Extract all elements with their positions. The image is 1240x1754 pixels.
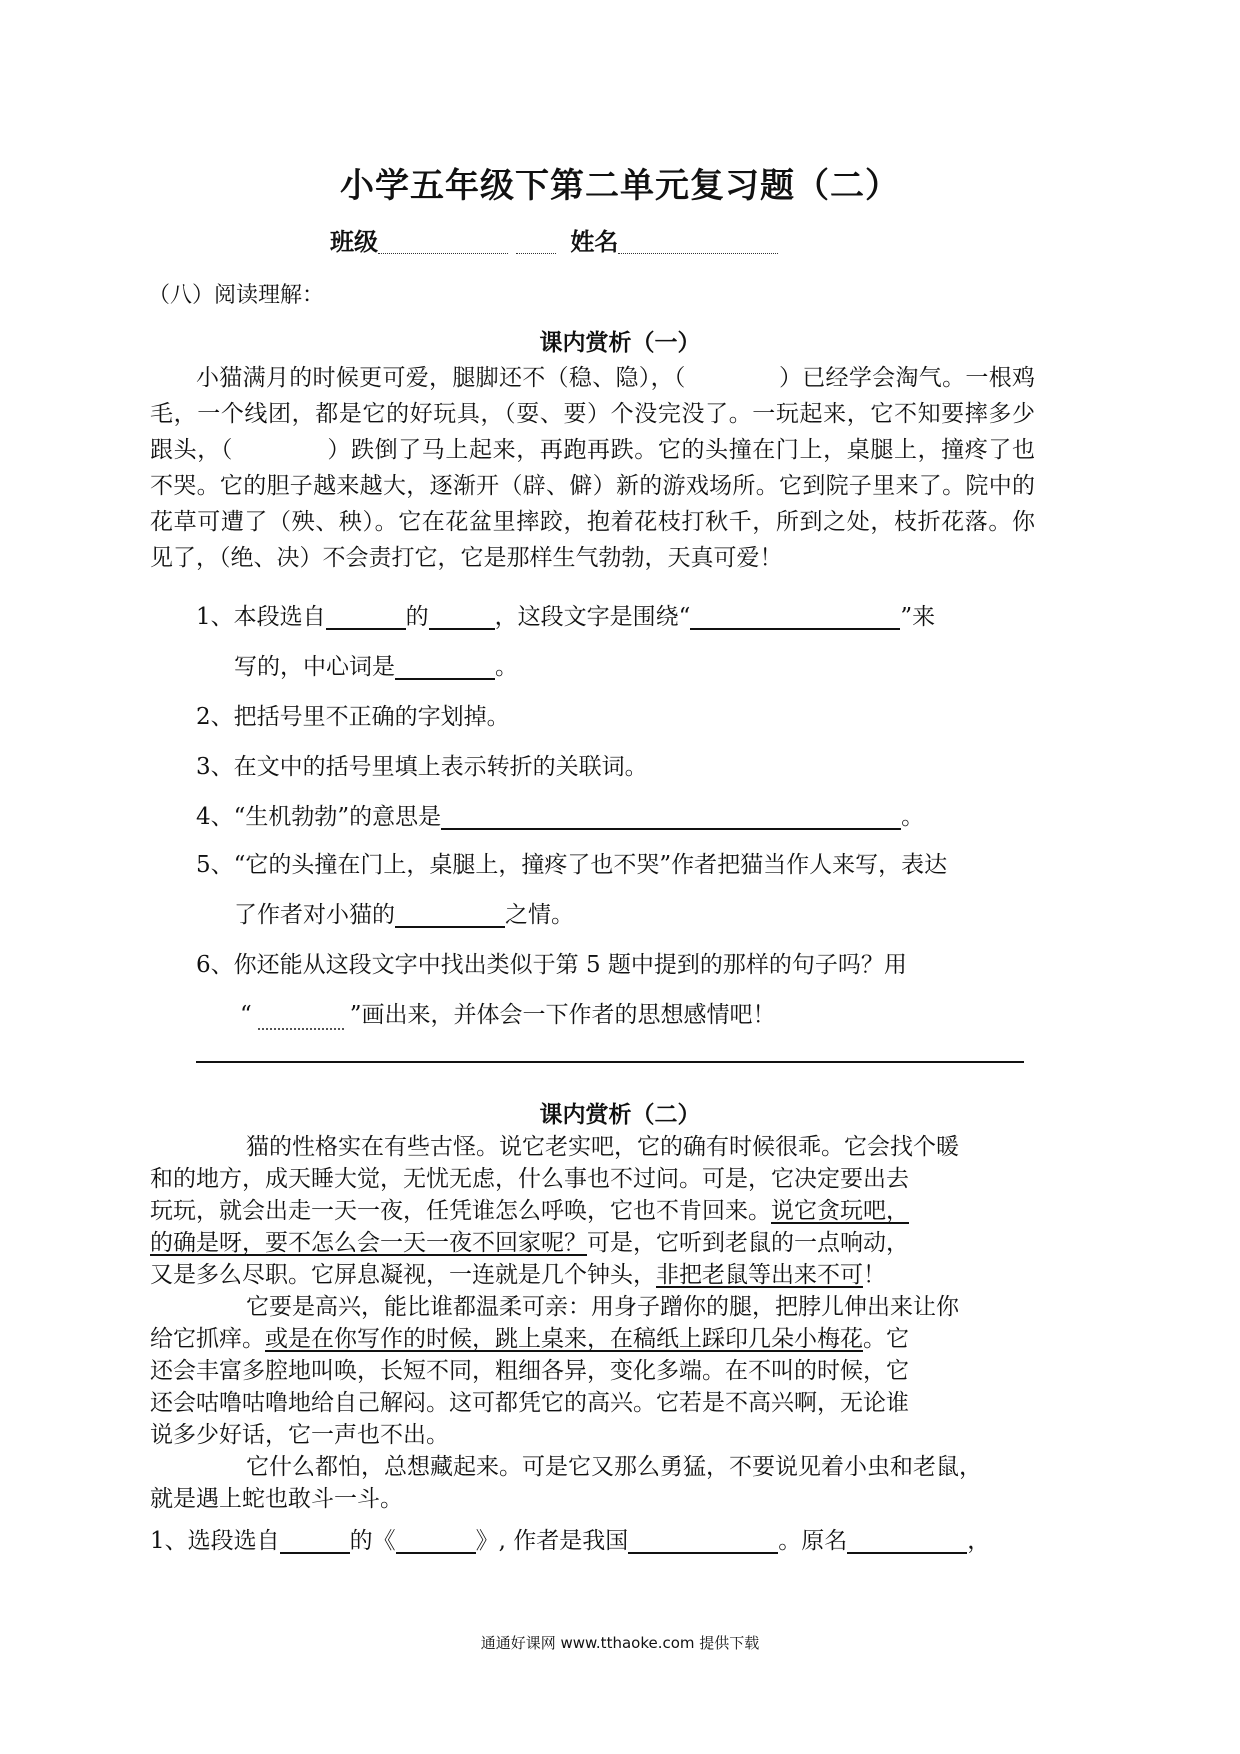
part1-passage: 小猫满月的时候更可爱，腿脚还不（稳、隐），（ ）已经学会淘气。一根鸡毛，一个线团，都是它的好玩具，（耍、要）个没完没了。一玩起来，它不知要摔多少跟头，（ ）跌倒了马上起来，再跑再跌。它的头撞在门上，桌腿上，撞疼了也不哭。它的胆子越来越大，逐渐开（辟、僻）新的游戏场所。它到院子里来了。院中的花草可遭了（殃、秧）。它在花盆里摔跤，抱着花枝打秋千，所到之处，枝折花落。你见了，（绝、决）不会责打它，它是那样生气勃勃，天真可爱！	[150, 365, 1035, 571]
part1-question-1: 1、本段选自 的 ，这段文字是围绕“ ”来	[196, 604, 936, 630]
passage-line: 还会丰富多腔地叫唤，长短不同，粗细各异，变化多端。在不叫的时候，它	[150, 1358, 909, 1384]
passage-line: 它要是高兴，能比谁都温柔可亲：用身子蹭你的腿，把脖儿伸出来让你	[246, 1294, 959, 1320]
page-footer: 通通好课网 www.tthaoke.com 提供下载	[480, 1634, 760, 1652]
part1-question-3: 3、在文中的括号里填上表示转折的关联词。	[196, 754, 648, 780]
passage-line: 它什么都怕，总想藏起来。可是它又那么勇猛，不要说见着小虫和老鼠，	[246, 1454, 982, 1480]
part1-question-1-cont: 写的，中心词是 。	[234, 654, 518, 680]
q1-blank-keyword[interactable]	[395, 654, 495, 680]
part2-question-1: 1、选段选自 的《 》, 作者是我国 。原名 ，	[150, 1528, 991, 1554]
passage-line: 的确是呀，要不怎么会一天一夜不回家呢？可是，它听到老鼠的一点响动，	[150, 1230, 909, 1256]
p2q1-blank-author[interactable]	[628, 1528, 778, 1554]
part1-question-2: 2、把括号里不正确的字划掉。	[196, 704, 510, 730]
class-label: 班级	[330, 228, 378, 256]
underlined-sentence: 非把老鼠等出来不可	[656, 1262, 863, 1288]
part1-question-5: 5、“它的头撞在门上，桌腿上，撞疼了也不哭”作者把猫当作人来写，表达	[196, 852, 948, 878]
passage-line: 就是遇上蛇也敢斗一斗。	[150, 1486, 403, 1512]
q1-blank-title[interactable]	[429, 604, 495, 630]
passage-line: 给它抓痒。或是在你写作的时候，跳上桌来，在稿纸上踩印几朵小梅花。它	[150, 1326, 909, 1352]
underlined-sentence: 或是在你写作的时候，跳上桌来，在稿纸上踩印几朵小梅花	[265, 1326, 863, 1352]
q1-blank-source[interactable]	[326, 604, 406, 630]
q1-blank-topic[interactable]	[690, 604, 900, 630]
underlined-sentence: 的确是呀，要不怎么会一天一夜不回家呢？	[150, 1230, 587, 1256]
section-divider	[196, 1061, 1024, 1063]
passage-line: 还会咕噜咕噜地给自己解闷。这可都凭它的高兴。它若是不高兴啊，无论谁	[150, 1390, 909, 1416]
passage-line: 和的地方，成天睡大觉，无忧无虑，什么事也不过问。可是，它决定要出去	[150, 1166, 909, 1192]
wavy-line-sample	[258, 1004, 344, 1030]
passage-line: 玩玩，就会出走一天一夜，任凭谁怎么呼唤，它也不肯回来。说它贪玩吧，	[150, 1198, 909, 1224]
class-field[interactable]	[378, 231, 508, 254]
name-label: 姓名	[570, 228, 619, 256]
part1-subhead: 课内赏析（一）	[539, 330, 701, 356]
q5-blank-feeling[interactable]	[395, 902, 505, 928]
passage-line: 猫的性格实在有些古怪。说它老实吧，它的确有时候很乖。它会找个暖	[246, 1134, 959, 1160]
section-label: （八）阅读理解：	[148, 283, 325, 308]
part1-question-5-cont: 了作者对小猫的 之情。	[234, 902, 574, 928]
page-title: 小学五年级下第二单元复习题（二）	[340, 166, 900, 206]
p2q1-blank-source[interactable]	[280, 1528, 350, 1554]
name-field[interactable]	[618, 231, 778, 254]
separator-dots	[516, 231, 556, 254]
p2q1-blank-original-name[interactable]	[847, 1528, 967, 1554]
passage-line: 说多少好话，它一声也不出。	[150, 1422, 449, 1448]
part2-subhead: 课内赏析（二）	[539, 1102, 701, 1128]
q4-blank-meaning[interactable]	[441, 804, 901, 830]
passage-line: 又是多么尽职。它屏息凝视，一连就是几个钟头，非把老鼠等出来不可！	[150, 1262, 886, 1288]
underlined-sentence: 说它贪玩吧，	[771, 1198, 909, 1224]
p2q1-blank-title[interactable]	[396, 1528, 476, 1554]
part1-question-4: 4、“生机勃勃”的意思是 。	[196, 804, 925, 830]
part1-question-6: 6、你还能从这段文字中找出类似于第 5 题中提到的那样的句子吗？用	[196, 952, 907, 978]
part1-question-6-cont: “ ”画出来，并体会一下作者的思想感情吧！	[240, 1002, 776, 1028]
student-info-line	[330, 222, 778, 257]
